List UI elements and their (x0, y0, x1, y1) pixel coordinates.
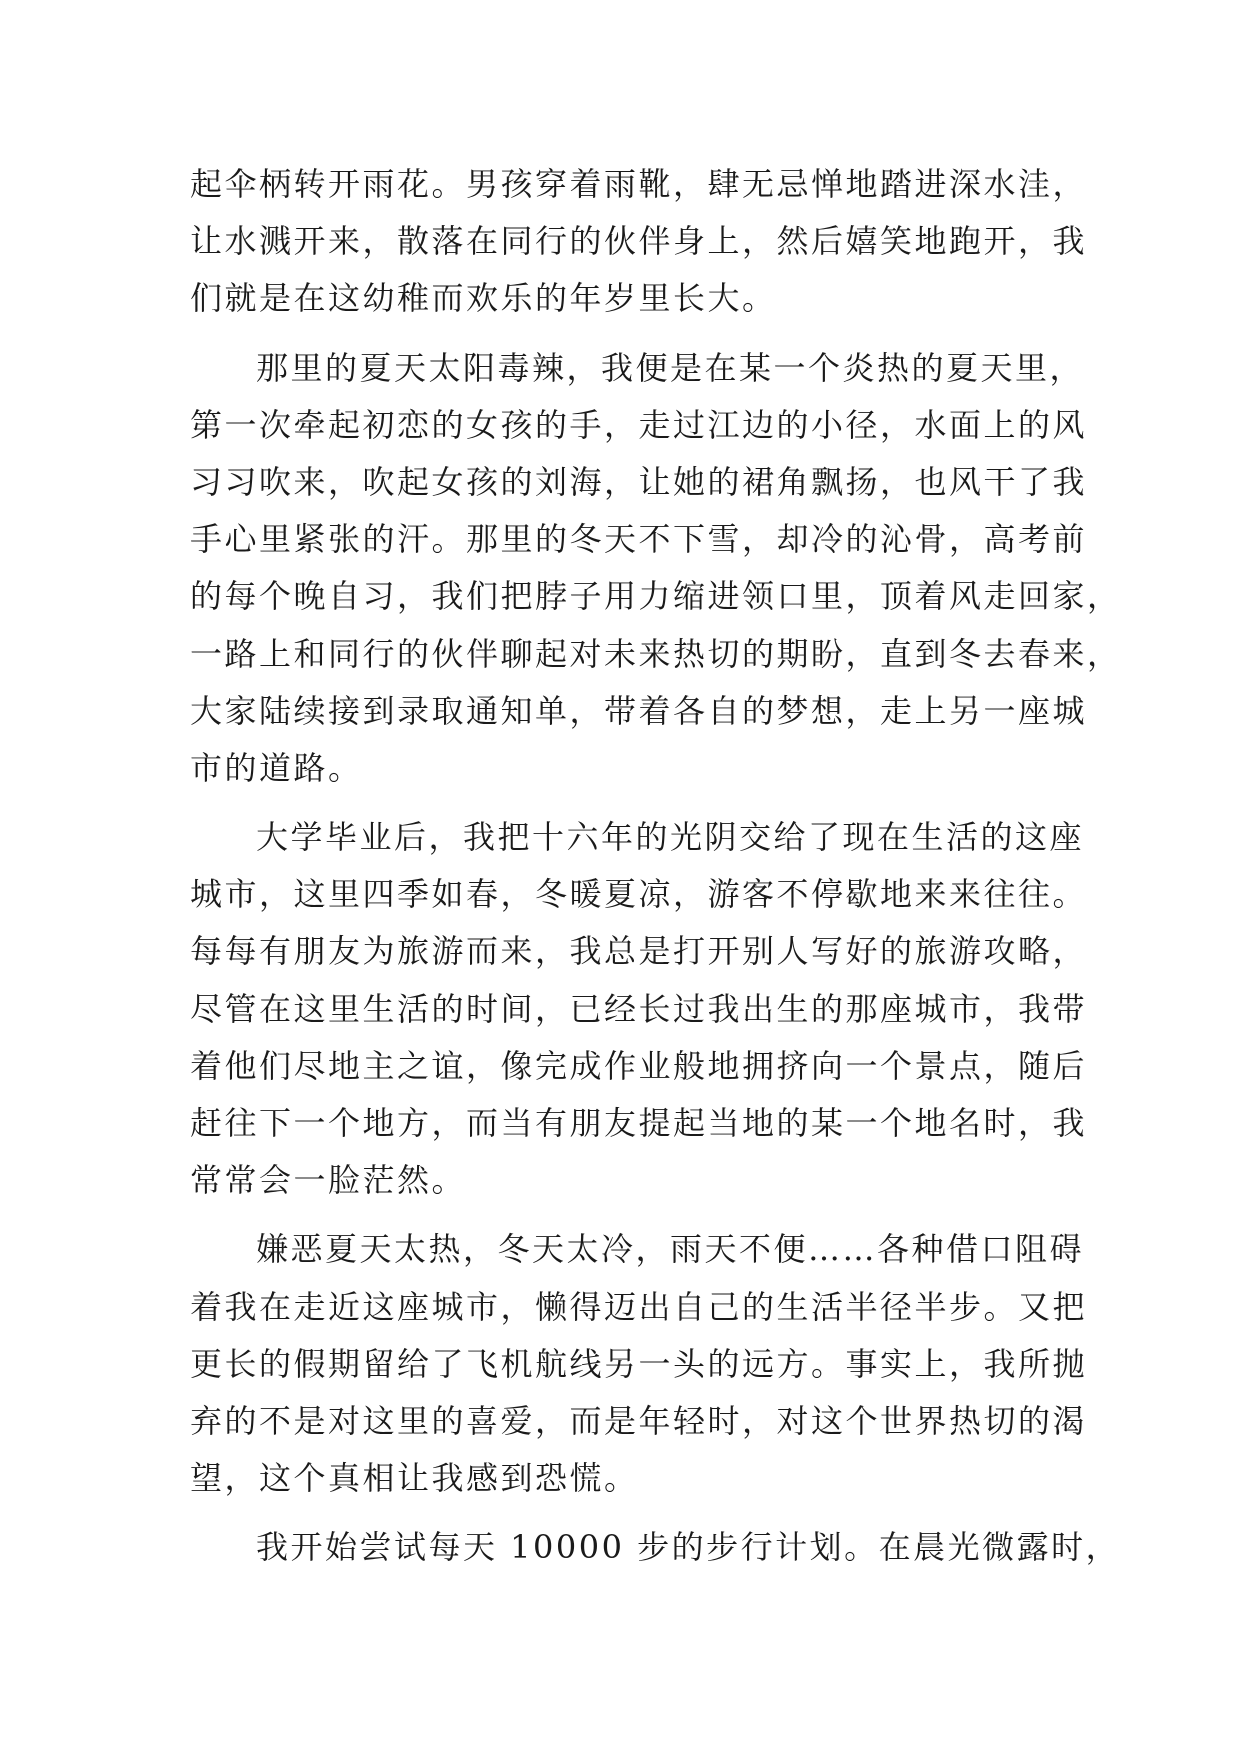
paragraph-first-line: 大学毕业后，我把十六年的光阴交给了现在生活的这座 (256, 818, 1085, 857)
text-line: 让水溅开来，散落在同行的伙伴身上，然后嬉笑地跑开，我 (190, 222, 1088, 261)
text-line: 更长的假期留给了飞机航线另一头的远方。事实上，我所抛 (190, 1344, 1088, 1383)
text-line: 的每个晚自习，我们把脖子用力缩进领口里，顶着风走回家， (190, 577, 1122, 616)
paragraph-first-line: 我开始尝试每天 10000 步的步行计划。在晨光微露时， (256, 1528, 1121, 1567)
text-line: 城市，这里四季如春，冬暖夏凉，游客不停歇地来来往往。 (190, 875, 1088, 914)
paragraph-first-line: 那里的夏天太阳毒辣，我便是在某一个炎热的夏天里， (256, 348, 1085, 387)
text-line: 大家陆续接到录取通知单，带着各自的梦想，走上另一座城 (190, 691, 1088, 730)
text-line: 着我在走近这座城市，懒得迈出自己的生活半径半步。又把 (190, 1287, 1088, 1326)
text-line: 一路上和同行的伙伴聊起对未来热切的期盼，直到冬去春来， (190, 634, 1122, 673)
paragraph-first-line: 嫌恶夏天太热，冬天太冷，雨天不便……各种借口阻碍 (256, 1230, 1085, 1269)
text-line: 手心里紧张的汗。那里的冬天不下雪，却冷的沁骨，高考前 (190, 520, 1088, 559)
text-line: 望，这个真相让我感到恐慌。 (190, 1459, 639, 1498)
text-line: 市的道路。 (190, 748, 363, 787)
text-line: 弃的不是对这里的喜爱，而是年轻时，对这个世界热切的渴 (190, 1401, 1088, 1440)
text-line: 尽管在这里生活的时间，已经长过我出生的那座城市，我带 (190, 989, 1088, 1028)
text-line: 赶往下一个地方，而当有朋友提起当地的某一个地名时，我 (190, 1104, 1088, 1142)
text-line: 们就是在这幼稚而欢乐的年岁里长大。 (190, 279, 777, 318)
body-text (190, 156, 1122, 1577)
text-line: 着他们尽地主之谊，像完成作业般地拥挤向一个景点，随后 (190, 1046, 1088, 1085)
text-line: 每每有朋友为旅游而来，我总是打开别人写好的旅游攻略， (190, 932, 1088, 971)
text-line: 习习吹来，吹起女孩的刘海，让她的裙角飘扬，也风干了我 (190, 462, 1088, 501)
text-line: 常常会一脸茫然。 (190, 1161, 467, 1200)
text-line: 起伞柄转开雨花。男孩穿着雨靴，肆无忌惮地踏进深水洼， (190, 165, 1088, 203)
text-line: 第一次牵起初恋的女孩的手，走过江边的小径，水面上的风 (190, 405, 1088, 444)
